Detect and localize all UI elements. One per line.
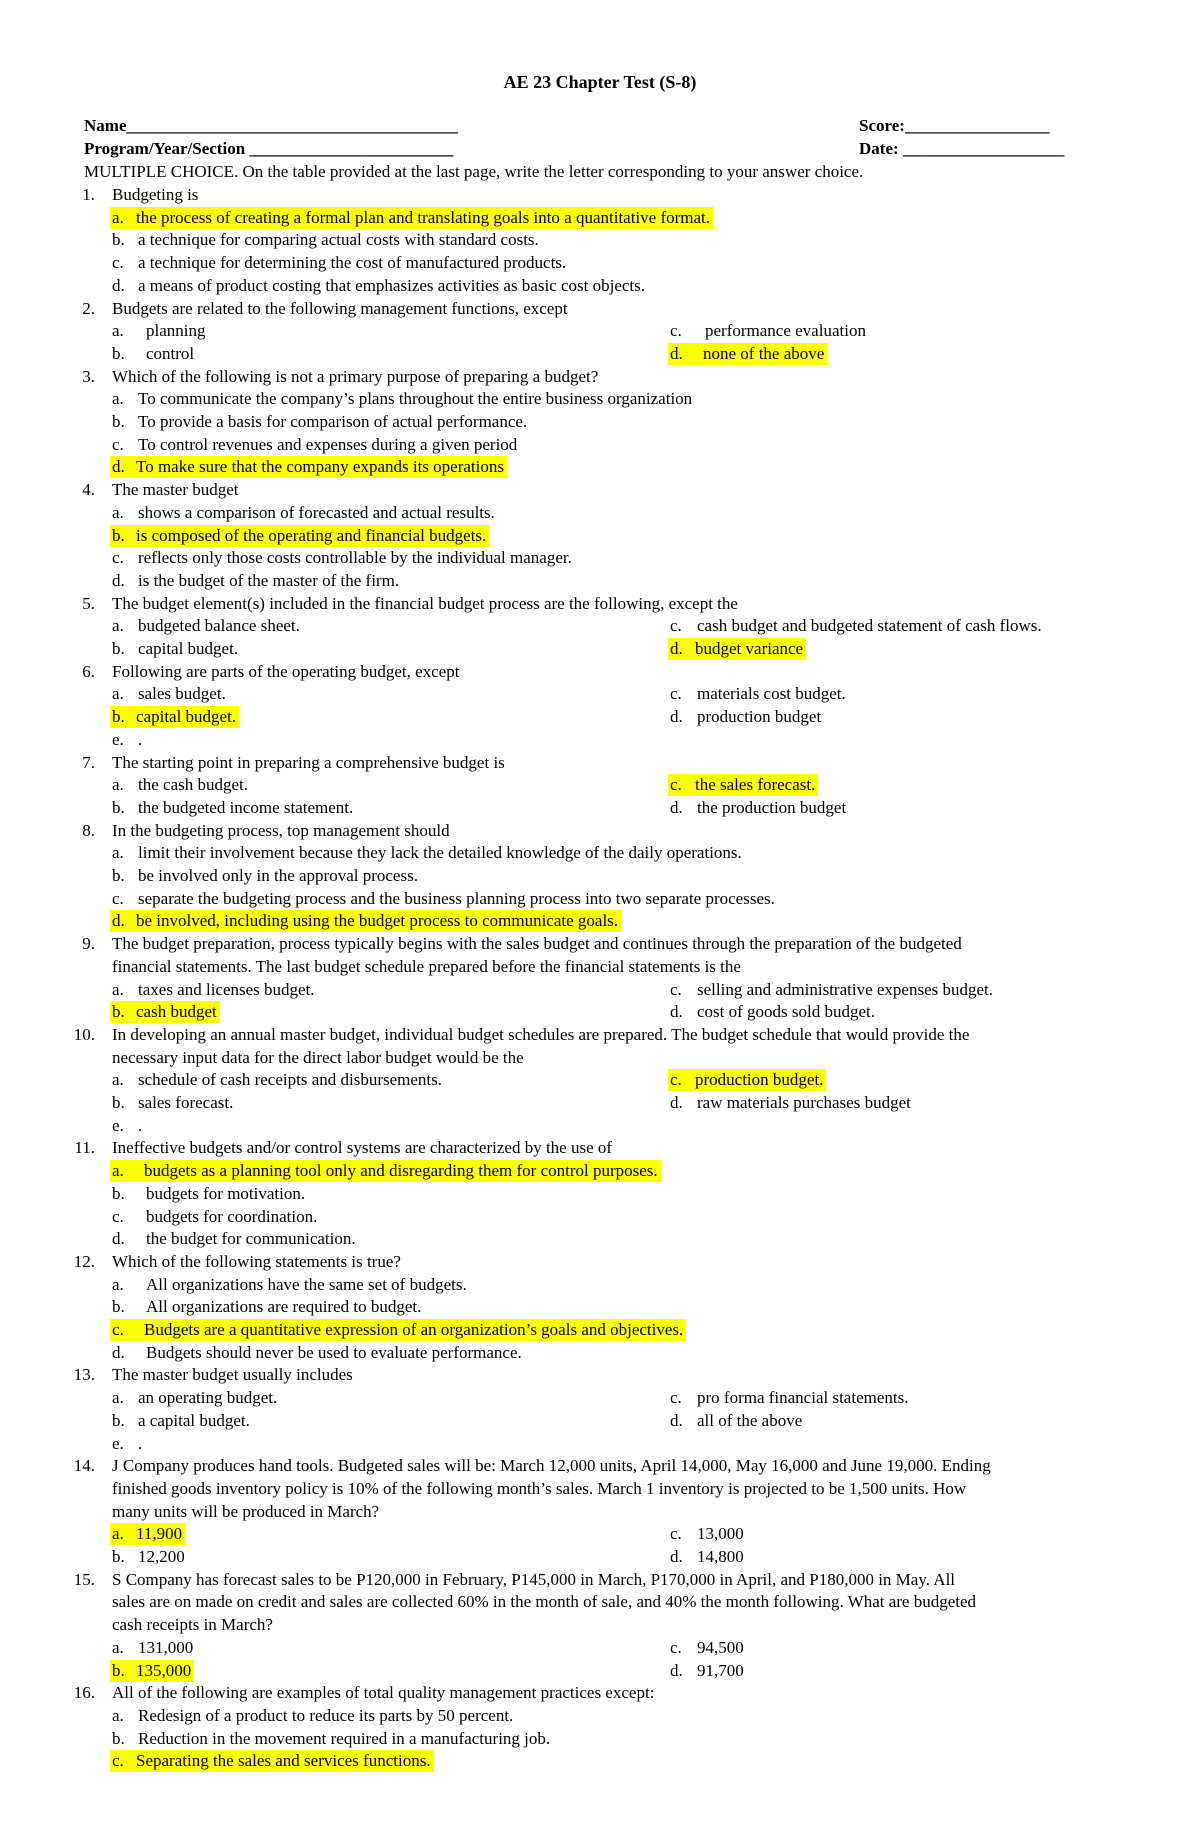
option-text: control — [146, 343, 195, 363]
question-line — [0, 661, 1200, 683]
option-letter: a. — [112, 775, 124, 795]
question-line — [0, 593, 1200, 615]
option-letter: d. — [112, 275, 125, 295]
option-letter: d. — [670, 1410, 683, 1430]
option-text: the production budget — [697, 797, 847, 817]
question-number: 9. — [82, 934, 95, 954]
option-letter: c. — [112, 548, 124, 568]
option-row — [0, 910, 1200, 932]
option-row — [0, 343, 1200, 365]
option-row — [0, 570, 1200, 592]
option-row — [0, 207, 1200, 229]
highlighted-answer — [110, 1660, 194, 1682]
option-row — [0, 1206, 1200, 1228]
option-text: a capital budget. — [138, 1410, 250, 1430]
option-letter: e. — [112, 1433, 124, 1453]
highlighted-answer — [668, 638, 806, 660]
option-row — [0, 797, 1200, 819]
question-text: The budget element(s) included in the financial budget process are the following, except the — [112, 593, 738, 613]
option-text: production budget — [697, 707, 822, 727]
option-row — [0, 229, 1200, 251]
option-letter: a. — [112, 1388, 124, 1408]
option-text: shows a comparison of forecasted and actual results. — [138, 502, 495, 522]
option-letter: b. — [112, 707, 125, 727]
option-letter: a. — [112, 979, 124, 999]
question-line — [0, 933, 1200, 955]
option-letter: a. — [112, 616, 124, 636]
question-line — [0, 1682, 1200, 1704]
question-text: Following are parts of the operating budget, except — [112, 661, 460, 681]
option-text: budget variance — [695, 639, 804, 658]
option-row — [0, 320, 1200, 342]
option-text: the budget for communication. — [146, 1229, 356, 1249]
question-number: 5. — [82, 593, 95, 613]
option-text: capital budget. — [136, 707, 237, 727]
option-text: 91,700 — [697, 1660, 744, 1680]
option-text: 11,900 — [136, 1524, 183, 1544]
option-letter: b. — [112, 797, 125, 817]
highlighted-answer — [668, 774, 818, 796]
option-letter: a. — [112, 1274, 124, 1294]
question-number: 14. — [73, 1456, 95, 1476]
option-row — [0, 1001, 1200, 1023]
question-text: many units will be produced in March? — [112, 1501, 380, 1521]
option-letter: a. — [112, 389, 124, 409]
option-letter: c. — [112, 1751, 124, 1771]
question-text: Ineffective budgets and/or control systems are characterized by the use of — [112, 1138, 613, 1158]
option-row — [0, 1433, 1200, 1455]
option-text: be involved only in the approval process. — [138, 866, 418, 885]
option-letter: a. — [112, 1524, 124, 1544]
highlighted-answer — [110, 706, 239, 728]
option-row — [0, 729, 1200, 751]
option-row — [0, 615, 1200, 637]
option-text: budgeted balance sheet. — [138, 616, 300, 636]
option-text: To provide a basis for comparison of actual performance. — [138, 412, 528, 431]
option-text: materials cost budget. — [697, 684, 846, 704]
option-row — [0, 979, 1200, 1001]
option-letter: a. — [112, 207, 124, 227]
question-line — [0, 479, 1200, 501]
option-letter: d. — [670, 639, 683, 658]
question-number: 6. — [82, 661, 95, 681]
option-letter: c. — [670, 321, 682, 341]
highlighted-answer — [110, 1319, 686, 1341]
highlighted-answer — [668, 343, 827, 365]
question-number: 12. — [73, 1251, 95, 1271]
option-letter: b. — [112, 1183, 125, 1203]
option-text: cash budget — [136, 1002, 217, 1022]
question-text: S Company has forecast sales to be P120,000 in February, P145,000 in March, P170,000 in April, and P180,000 in May. All — [112, 1569, 956, 1589]
option-text: 12,200 — [138, 1547, 185, 1566]
option-row — [0, 1274, 1200, 1296]
option-row — [0, 411, 1200, 433]
option-letter: c. — [670, 979, 682, 999]
option-text: raw materials purchases budget — [697, 1093, 911, 1112]
option-text: an operating budget. — [138, 1388, 278, 1408]
highlighted-answer — [110, 456, 507, 478]
option-row — [0, 252, 1200, 274]
option-text: planning — [146, 321, 206, 341]
question-number: 2. — [82, 298, 95, 318]
option-text: 135,000 — [136, 1660, 192, 1680]
option-text: 13,000 — [697, 1524, 744, 1544]
option-row — [0, 456, 1200, 478]
option-letter: b. — [112, 412, 125, 431]
option-letter: d. — [112, 457, 125, 477]
highlighted-answer — [110, 1001, 220, 1023]
question-line — [0, 820, 1200, 842]
option-letter: b. — [112, 639, 125, 658]
question-text: In the budgeting process, top management should — [112, 820, 450, 840]
question-text: The master budget — [112, 480, 239, 500]
question-line — [0, 1364, 1200, 1386]
question-number: 8. — [82, 820, 95, 840]
option-text: All organizations are required to budget. — [146, 1297, 422, 1317]
option-text: the cash budget. — [138, 775, 248, 795]
option-text: reflects only those costs controllable by the individual manager. — [138, 548, 572, 568]
option-letter: b. — [112, 1002, 125, 1022]
question-line — [0, 184, 1200, 206]
question-line — [0, 752, 1200, 774]
option-text: 131,000 — [138, 1637, 194, 1657]
option-text: limit their involvement because they lack the detailed knowledge of the daily operations. — [138, 843, 742, 863]
option-text: To communicate the company’s plans throughout the entire business organization — [138, 389, 693, 409]
option-row — [0, 1523, 1200, 1545]
option-text: production budget. — [695, 1070, 824, 1090]
option-text: cash budget and budgeted statement of cash flows. — [697, 616, 1042, 636]
option-letter: c. — [670, 684, 682, 704]
option-row — [0, 1183, 1200, 1205]
option-letter: a. — [112, 684, 124, 704]
option-row — [0, 706, 1200, 728]
question-line — [0, 1251, 1200, 1273]
option-text: a technique for determining the cost of manufactured products. — [138, 253, 567, 273]
option-letter: d. — [112, 911, 125, 931]
program-field-label: Program/Year/Section ________________________ — [84, 139, 454, 158]
option-text: is the budget of the master of the firm. — [138, 570, 400, 590]
option-text: To control revenues and expenses during a given period — [138, 434, 518, 454]
option-row — [0, 865, 1200, 887]
option-letter: c. — [112, 888, 124, 908]
highlighted-answer — [110, 1160, 661, 1182]
option-row — [0, 1228, 1200, 1250]
question-line — [0, 1455, 1200, 1477]
question-text: sales are on made on credit and sales are collected 60% in the month of sale, and 40% the month following. What are budgeted — [112, 1592, 977, 1612]
option-text: Separating the sales and services functions. — [136, 1751, 431, 1771]
option-text: a technique for comparing actual costs with standard costs. — [138, 230, 539, 250]
option-letter: d. — [670, 1002, 683, 1022]
option-text: sales forecast. — [138, 1093, 234, 1112]
option-row — [0, 1296, 1200, 1318]
option-text: separate the budgeting process and the business planning process into two separate processes. — [138, 888, 775, 908]
option-text: 14,800 — [697, 1547, 744, 1566]
option-letter: c. — [112, 1320, 124, 1339]
option-text: Redesign of a product to reduce its parts by 50 percent. — [138, 1705, 514, 1725]
option-text: . — [138, 1433, 143, 1453]
option-row — [0, 1546, 1200, 1568]
question-text: finished goods inventory policy is 10% of the following month’s sales. March 1 inventory is projected to be 1,500 units. How — [112, 1478, 967, 1498]
option-letter: a. — [112, 321, 124, 341]
option-letter: d. — [112, 1229, 125, 1249]
option-text: be involved, including using the budget process to communicate goals. — [136, 911, 619, 931]
option-letter: c. — [670, 1070, 682, 1090]
score-field-label: Score:_________________ — [859, 116, 1050, 135]
option-row — [0, 1069, 1200, 1091]
option-text: sales budget. — [138, 684, 226, 704]
option-text: cost of goods sold budget. — [697, 1002, 876, 1022]
option-row — [0, 1637, 1200, 1659]
option-text: schedule of cash receipts and disbursements. — [138, 1070, 443, 1090]
question-line — [0, 366, 1200, 388]
option-text: pro forma financial statements. — [697, 1388, 909, 1408]
question-text: Which of the following statements is true? — [112, 1251, 401, 1271]
question-number: 13. — [73, 1365, 95, 1385]
highlighted-answer — [110, 207, 713, 229]
option-letter: c. — [670, 775, 682, 795]
option-letter: d. — [670, 1093, 683, 1112]
question-number: 4. — [82, 480, 95, 500]
option-text: the sales forecast. — [695, 775, 816, 795]
option-letter: e. — [112, 729, 124, 749]
option-row — [0, 683, 1200, 705]
option-letter: c. — [112, 253, 124, 273]
option-row — [0, 525, 1200, 547]
option-letter: a. — [112, 1705, 124, 1725]
instructions: MULTIPLE CHOICE. On the table provided at the last page, write the letter corresponding to your answer choice. — [84, 162, 864, 181]
option-text: budgets for coordination. — [146, 1206, 318, 1226]
option-text: is composed of the operating and financial budgets. — [136, 525, 487, 545]
option-letter: a. — [112, 1161, 124, 1181]
option-text: Budgets should never be used to evaluate performance. — [146, 1342, 522, 1362]
option-row — [0, 388, 1200, 410]
question-line — [0, 956, 1200, 978]
option-letter: c. — [670, 1637, 682, 1657]
highlighted-answer — [668, 1069, 826, 1091]
option-row — [0, 1387, 1200, 1409]
option-text: taxes and licenses budget. — [138, 979, 315, 999]
question-number: 11. — [74, 1138, 95, 1158]
option-row — [0, 275, 1200, 297]
option-text: selling and administrative expenses budget. — [697, 979, 994, 999]
question-text: financial statements. The last budget schedule prepared before the financial statements is the — [112, 956, 741, 976]
option-text: All organizations have the same set of budgets. — [146, 1274, 467, 1294]
option-row — [0, 1728, 1200, 1750]
option-row — [0, 1319, 1200, 1341]
option-text: . — [138, 729, 143, 749]
option-letter: d. — [112, 1342, 125, 1362]
option-row — [0, 774, 1200, 796]
option-text: a means of product costing that emphasizes activities as basic cost objects. — [138, 275, 646, 295]
question-line — [0, 1024, 1200, 1046]
question-text: Budgeting is — [112, 185, 199, 204]
option-letter: b. — [112, 1728, 125, 1748]
option-letter: a. — [112, 1637, 124, 1657]
option-text: performance evaluation — [705, 321, 866, 341]
question-line — [0, 1569, 1200, 1591]
date-field-label: Date: ___________________ — [859, 139, 1065, 158]
option-text: Reduction in the movement required in a manufacturing job. — [138, 1728, 551, 1748]
question-number: 16. — [73, 1683, 95, 1703]
option-letter: c. — [112, 1206, 124, 1226]
name-field-label: Name_______________________________________ — [84, 116, 458, 135]
option-row — [0, 547, 1200, 569]
option-row — [0, 502, 1200, 524]
question-text: J Company produces hand tools. Budgeted sales will be: March 12,000 units, April 14,000, May 16,000 and June 19,000. Ending — [112, 1456, 991, 1476]
option-letter: d. — [670, 707, 683, 727]
option-letter: b. — [112, 1093, 125, 1112]
page-title: AE 23 Chapter Test (S-8) — [503, 72, 697, 92]
option-letter: a. — [112, 843, 124, 863]
option-letter: b. — [112, 343, 125, 363]
option-text: . — [138, 1115, 143, 1135]
option-text: the process of creating a formal plan and translating goals into a quantitative format. — [136, 207, 711, 227]
question-text: All of the following are examples of total quality management practices except: — [112, 1683, 655, 1703]
question-text: In developing an annual master budget, individual budget schedules are prepared. The budget schedule that would provide the — [112, 1024, 970, 1044]
option-letter: d. — [112, 570, 125, 590]
question-number: 15. — [73, 1569, 95, 1589]
option-row — [0, 1342, 1200, 1364]
question-line — [0, 298, 1200, 320]
question-number: 3. — [82, 366, 95, 386]
option-letter: b. — [112, 525, 125, 545]
question-number: 10. — [73, 1024, 95, 1044]
option-letter: b. — [112, 230, 125, 250]
question-line — [0, 1478, 1200, 1500]
question-text: Budgets are related to the following management functions, except — [112, 298, 568, 318]
question-text: necessary input data for the direct labor budget would be the — [112, 1047, 524, 1067]
option-text: capital budget. — [138, 639, 239, 658]
option-letter: e. — [112, 1115, 124, 1135]
option-row — [0, 1705, 1200, 1727]
highlighted-answer — [110, 910, 621, 932]
option-letter: d. — [670, 343, 683, 363]
option-letter: d. — [670, 1547, 683, 1566]
option-row — [0, 1660, 1200, 1682]
option-letter: d. — [670, 797, 683, 817]
option-letter: b. — [112, 1547, 125, 1566]
question-number: 1. — [82, 185, 95, 204]
option-letter: a. — [112, 1070, 124, 1090]
option-letter: b. — [112, 866, 125, 885]
option-text: To make sure that the company expands its operations — [136, 457, 504, 477]
option-letter: a. — [112, 502, 124, 522]
question-text: Which of the following is not a primary purpose of preparing a budget? — [112, 366, 599, 386]
option-letter: b. — [112, 1297, 125, 1317]
question-number: 7. — [82, 752, 95, 772]
option-text: the budgeted income statement. — [138, 797, 354, 817]
option-letter: c. — [670, 616, 682, 636]
option-letter: c. — [670, 1524, 682, 1544]
option-text: budgets as a planning tool only and disregarding them for control purposes. — [144, 1161, 658, 1181]
option-text: 94,500 — [697, 1637, 744, 1657]
option-row — [0, 1115, 1200, 1137]
option-row — [0, 1410, 1200, 1432]
option-letter: c. — [670, 1388, 682, 1408]
question-line — [0, 1137, 1200, 1159]
question-line — [0, 1614, 1200, 1636]
question-text: cash receipts in March? — [112, 1615, 273, 1635]
option-letter: b. — [112, 1660, 125, 1680]
highlighted-answer — [110, 525, 489, 547]
question-line — [0, 1047, 1200, 1069]
highlighted-answer — [110, 1523, 185, 1545]
option-text: all of the above — [697, 1410, 803, 1430]
option-row — [0, 434, 1200, 456]
option-row — [0, 638, 1200, 660]
option-text: none of the above — [703, 343, 825, 363]
option-text: Budgets are a quantitative expression of an organization’s goals and objectives. — [144, 1320, 684, 1339]
question-text: The starting point in preparing a comprehensive budget is — [112, 752, 505, 772]
option-row — [0, 1092, 1200, 1114]
highlighted-answer — [110, 1750, 434, 1772]
question-line — [0, 1591, 1200, 1613]
option-text: budgets for motivation. — [146, 1183, 306, 1203]
option-row — [0, 1160, 1200, 1182]
option-letter: b. — [112, 1410, 125, 1430]
question-line — [0, 1501, 1200, 1523]
question-text: The master budget usually includes — [112, 1365, 353, 1385]
option-row — [0, 888, 1200, 910]
option-row — [0, 842, 1200, 864]
option-row — [0, 1750, 1200, 1772]
option-letter: c. — [112, 434, 124, 454]
option-letter: d. — [670, 1660, 683, 1680]
question-text: The budget preparation, process typically begins with the sales budget and continues through the preparation of the budgeted — [112, 934, 962, 954]
